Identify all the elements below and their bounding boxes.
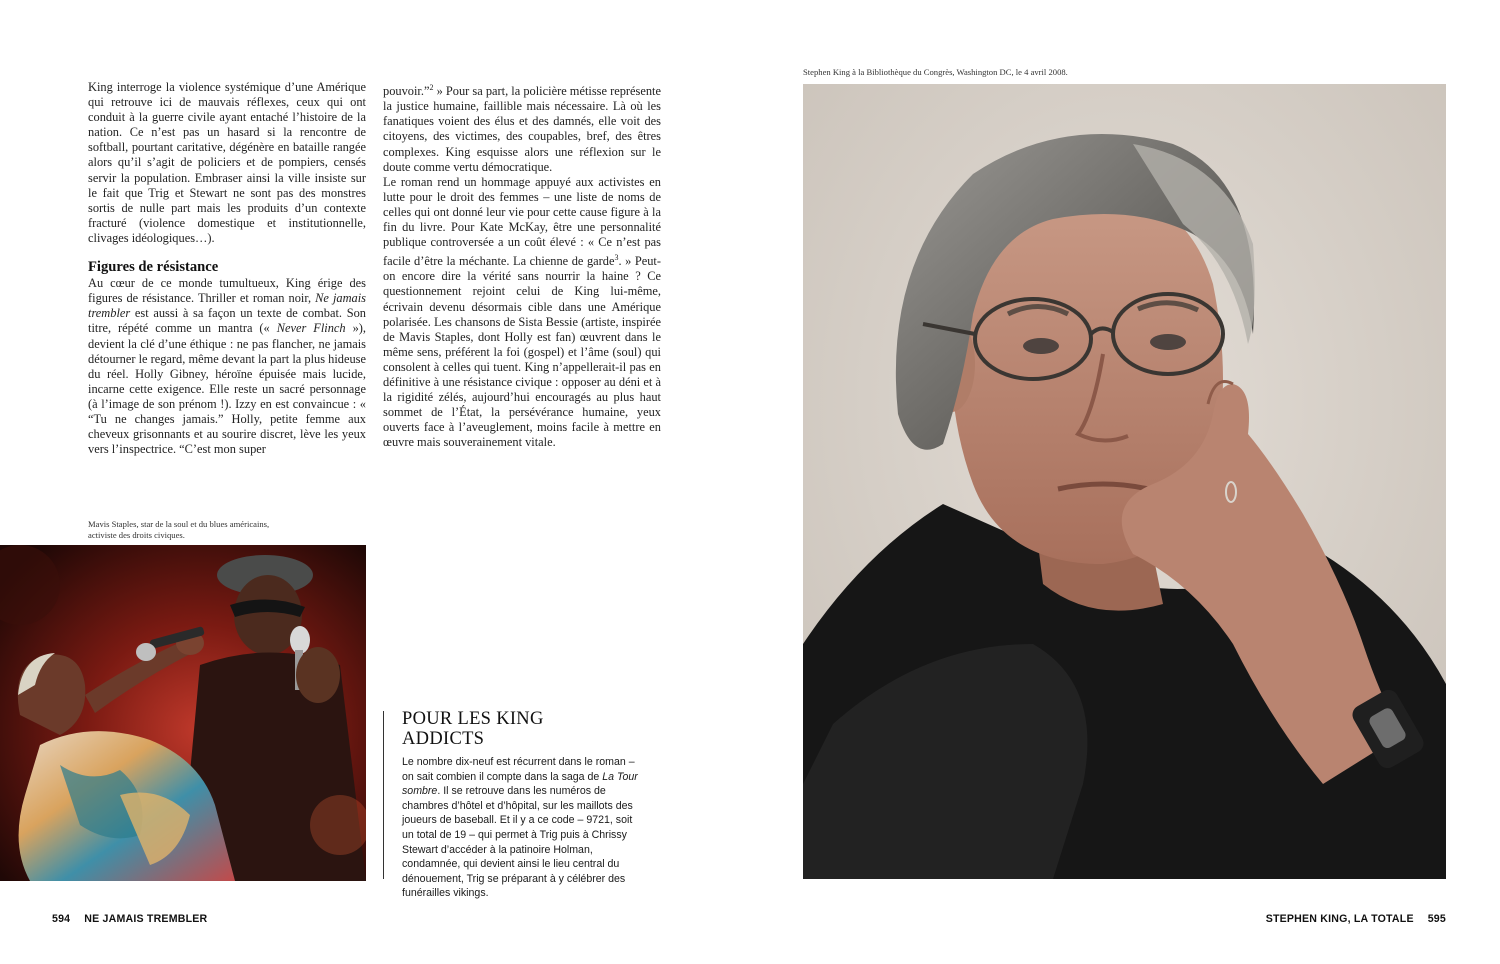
text-column-1: [88, 80, 366, 457]
book-title: La Tour sombre: [402, 770, 638, 798]
folio-left: [52, 913, 207, 925]
concert-photo: [0, 545, 366, 881]
portrait-illustration: [803, 84, 1446, 879]
paragraph: pouvoir.”$^2$ » Pour sa part, la policière métisse représente la justice humaine, faillible mais nécessaire. Là où les fanatiques voient des élus et des damnés, elle voit des citoyens, des victimes, des coupables, bref, des êtres complexes. King esquisse alors une réflexion sur le doute comme vertu démocratique.: [383, 83, 661, 174]
page-number: 595: [1427, 913, 1446, 925]
box-text: Le nombre dix-neuf est récurrent dans le roman – on sait combien il compte dans la saga de La Tour sombre. Il se retrouve dans les numéros de chambres d’hôtel et d’hôpital, sur les maillots des joueurs de baseball. Et il y a ce code – 9721, soit un total de 19 – qui permet à Trig puis à Chrissy Stewart d’accéder à la patinoire Holman, condamnée, qui devient ainsi le lieu central du dénouement, Trig se préparant à y célébrer des funérailles vikings.: [402, 756, 638, 900]
photo-caption-mavis: Mavis Staples, star de la soul et du blues américains, activiste des droits civiques.: [88, 519, 270, 540]
portrait-photo: [803, 84, 1446, 879]
concert-photo-illustration: [0, 545, 366, 881]
running-head: NE JAMAIS TREMBLER: [84, 913, 208, 925]
box-title: POUR LES KING ADDICTS: [402, 709, 544, 749]
running-head: STEPHEN KING, LA TOTALE: [1265, 913, 1414, 925]
paragraph: King interroge la violence systémique d’une Amérique qui retrouve ici de mauvais réflexes, ceux qui ont conduit à la guerre civile ayant entaché l’histoire de la nation. Ce n’est pas un hasard si la rencontre de softball, pourtant caritative, dégénère en bataille rangée alors qu’il s’agit de policiers et de pompiers, censés servir la population. Embraser ainsi la ville insiste sur le fait que Trig et Stewart ne sont pas des monstres sortis de nulle part mais les produits d’un contexte fracturé (violence domestique et institutionnelle, clivages idéologiques…).: [88, 80, 366, 245]
paragraph: Au cœur de ce monde tumultueux, King érige des figures de résistance. Thriller et roman noir, Ne jamais trembler est aussi à sa façon un texte de combat. Son titre, répété comme un mantra (« Never Flinch »), devient la clé d’une éthique : ne pas flancher, ne jamais détourner le regard, même devant la part la plus hideuse du réel. Holly Gibney, héroïne épuisée mais lucide, incarne cette exigence. Elle reste un sacré personnage (à l’image de son prénom !). Izzy en est convaincue : « “Tu ne changes jamais.” Holly, petite femme aux cheveux grisonnants et au sourire discret, lève les yeux vers l’inspectrice. “C’est mon super: [88, 276, 366, 457]
footnote-ref: 3: [614, 253, 619, 263]
photo-caption-king: Stephen King à la Bibliothèque du Congrès, Washington DC, le 4 avril 2008.: [803, 67, 1068, 77]
text-column-2: [383, 80, 661, 451]
folio-right: [1266, 913, 1446, 925]
mantra-title: Never Flinch: [276, 321, 346, 336]
paragraph: Le roman rend un hommage appuyé aux activistes en lutte pour le droit des femmes – une liste de noms de celles qui ont donné leur vie pour cette cause figure à la fin du livre. Pour Kate McKay, être une personnalité publique controversée a un coût élevé : « Ce n’est pas facile d’être la méchante. La chienne de garde$^3$. » Peut-on encore dire la vérité sans nourrir la haine ? Ce questionnement rejoint celui de King lui-même, écrivain devenu désormais cible dans une Amérique polarisée. Les chansons de Sista Bessie (artiste, inspirée de Mavis Staples, dont Holly est fan) œuvrent dans le même sens, préférent la foi (gospel) et l’âme (soul) qui consolent à celles qui tuent. King n’appellerait-il pas en définitive à une résistance civique : opposer au déni et à la rigidité zélés, aujourd’hui encouragés au plus haut sommet de l’État, la persévérance humaine, yeux ouverts face à l’aveuglement, moins facile à mettre en œuvre mais souverainement vitale.: [383, 174, 661, 450]
footnote-ref: 2: [429, 83, 434, 92]
page-number: 594: [52, 913, 71, 925]
section-heading: Figures de résistance: [88, 259, 219, 276]
king-addicts-box: [383, 709, 656, 900]
book-title: Ne jamais trembler: [88, 291, 366, 321]
